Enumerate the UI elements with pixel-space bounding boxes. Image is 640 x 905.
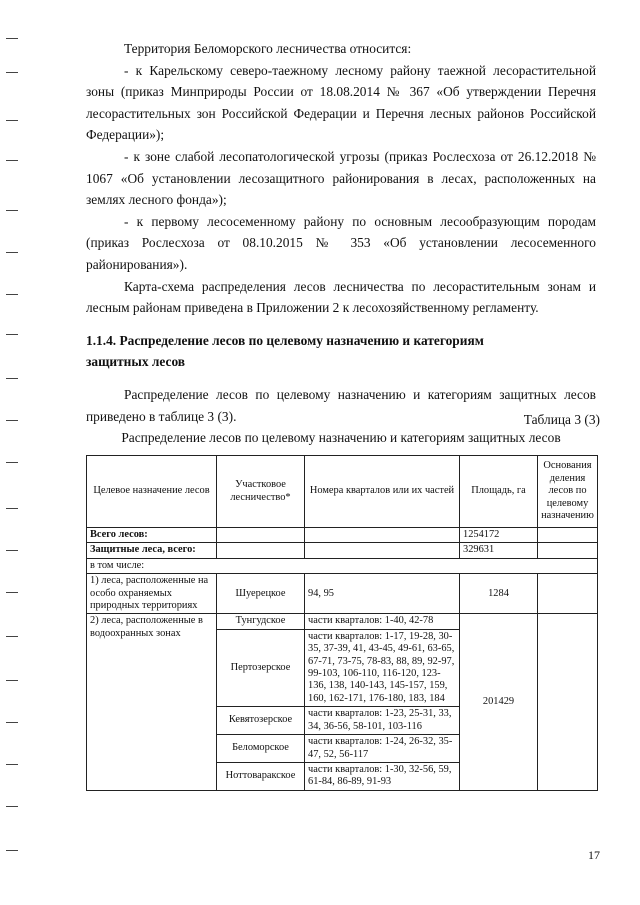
margin-mark	[6, 462, 18, 463]
margin-mark	[6, 252, 18, 253]
page-number: 17	[588, 848, 600, 862]
table-title: Распределение лесов по целевому назначению и категориям защитных лесов	[121, 430, 561, 445]
total-label: Всего лесов:	[87, 528, 217, 543]
paragraph: - к зоне слабой лесопатологической угрозы (приказ Рослесхоза от 26.12.2018 № 1067 «Об установлении лесозащитного районирования в лесах, расположенных на землях лесного фонда»);	[86, 148, 596, 208]
table-label: Таблица 3 (3)	[523, 412, 600, 427]
table-row	[87, 614, 598, 629]
category-name: 1) леса, расположенные на особо охраняемых природных территориях	[87, 574, 217, 614]
margin-mark	[6, 72, 18, 73]
district-name: Ноттоваракское	[217, 762, 305, 790]
header-area: Площадь, га	[460, 456, 538, 528]
margin-mark	[6, 210, 18, 211]
category-name: 2) леса, расположенные в водоохранных зонах	[87, 614, 217, 790]
table-row	[87, 543, 598, 558]
margin-mark	[6, 160, 18, 161]
margin-mark	[6, 294, 18, 295]
table-row	[87, 558, 598, 573]
margin-mark	[6, 508, 18, 509]
quarters-list: части кварталов: 1-30, 32-56, 59, 61-84, 86-89, 91-93	[305, 762, 460, 790]
margin-mark	[6, 680, 18, 681]
section-heading: 1.1.4. Распределение лесов по целевому назначению и категориям	[86, 332, 484, 348]
total-value: 1254172	[460, 528, 538, 543]
margin-mark	[6, 722, 18, 723]
margin-mark	[6, 38, 18, 39]
district-name: Беломорское	[217, 735, 305, 763]
quarters-list: 94, 95	[305, 574, 460, 614]
area-value: 201429	[460, 614, 538, 790]
margin-mark	[6, 592, 18, 593]
district-name: Шуерецкое	[217, 574, 305, 614]
paragraph: Распределение лесов по целевому назначению и категориям защитных лесов приведено в таблице 3 (3).	[86, 386, 596, 424]
margin-mark	[6, 120, 18, 121]
margin-mark	[6, 764, 18, 765]
paragraph: Территория Беломорского лесничества относится:	[124, 41, 412, 56]
quarters-list: части кварталов: 1-24, 26-32, 35-47, 52, 56-117	[305, 735, 460, 763]
protective-label: Защитные леса, всего:	[87, 543, 217, 558]
forest-distribution-table	[86, 455, 598, 791]
section-heading: защитных лесов	[86, 354, 186, 370]
margin-mark	[6, 636, 18, 637]
quarters-list: части кварталов: 1-17, 19-28, 30-35, 37-39, 41, 43-45, 49-61, 63-65, 67-71, 73-75, 78-83, 88, 89, 92-97, 99-103, 106-110, 116-120, 123-136, 138, 140-143, 145-157, 159, 160, 162-171, 176-180, 183, 184	[305, 629, 460, 706]
district-name: Кевятозерское	[217, 707, 305, 735]
header-purpose: Целевое назначение лесов	[87, 456, 217, 528]
quarters-list: части кварталов: 1-23, 25-31, 33, 34, 36-56, 58-101, 103-116	[305, 707, 460, 735]
header-basis: Основания деления лесов по целевому назначению	[538, 456, 598, 528]
area-value: 1284	[460, 574, 538, 614]
quarters-list: части кварталов: 1-40, 42-78	[305, 614, 460, 629]
header-quarters: Номера кварталов или их частей	[305, 456, 460, 528]
margin-mark	[6, 806, 18, 807]
table-row	[87, 528, 598, 543]
table-header-row	[87, 456, 598, 528]
table-row	[87, 574, 598, 614]
header-district: Участковое лесничество*	[217, 456, 305, 528]
margin-mark	[6, 550, 18, 551]
paragraph: Карта-схема распределения лесов лесничества по лесорастительным зонам и лесным районам приведена в Приложении 2 к лесохозяйственному регламенту.	[86, 278, 596, 316]
including-label: в том числе:	[87, 558, 598, 573]
protective-value: 329631	[460, 543, 538, 558]
paragraph: - к Карельскому северо-таежному лесному району таежной лесорастительной зоны (приказ Минприроды России от 18.08.2014 № 367 «Об утверждении Перечня лесорастительных зон Российской Федерации и Перечня лесных районов Российской Федерации»);	[86, 62, 596, 143]
margin-mark	[6, 334, 18, 335]
document-body	[86, 38, 596, 427]
margin-mark	[6, 850, 18, 851]
paragraph: - к первому лесосеменному району по основным лесообразующим породам (приказ Рослесхоза от 08.10.2015 № 353 «Об установлении лесосеменного районирования»).	[86, 213, 596, 272]
margin-mark	[6, 420, 18, 421]
margin-mark	[6, 378, 18, 379]
district-name: Тунгудское	[217, 614, 305, 629]
district-name: Пертозерское	[217, 629, 305, 706]
